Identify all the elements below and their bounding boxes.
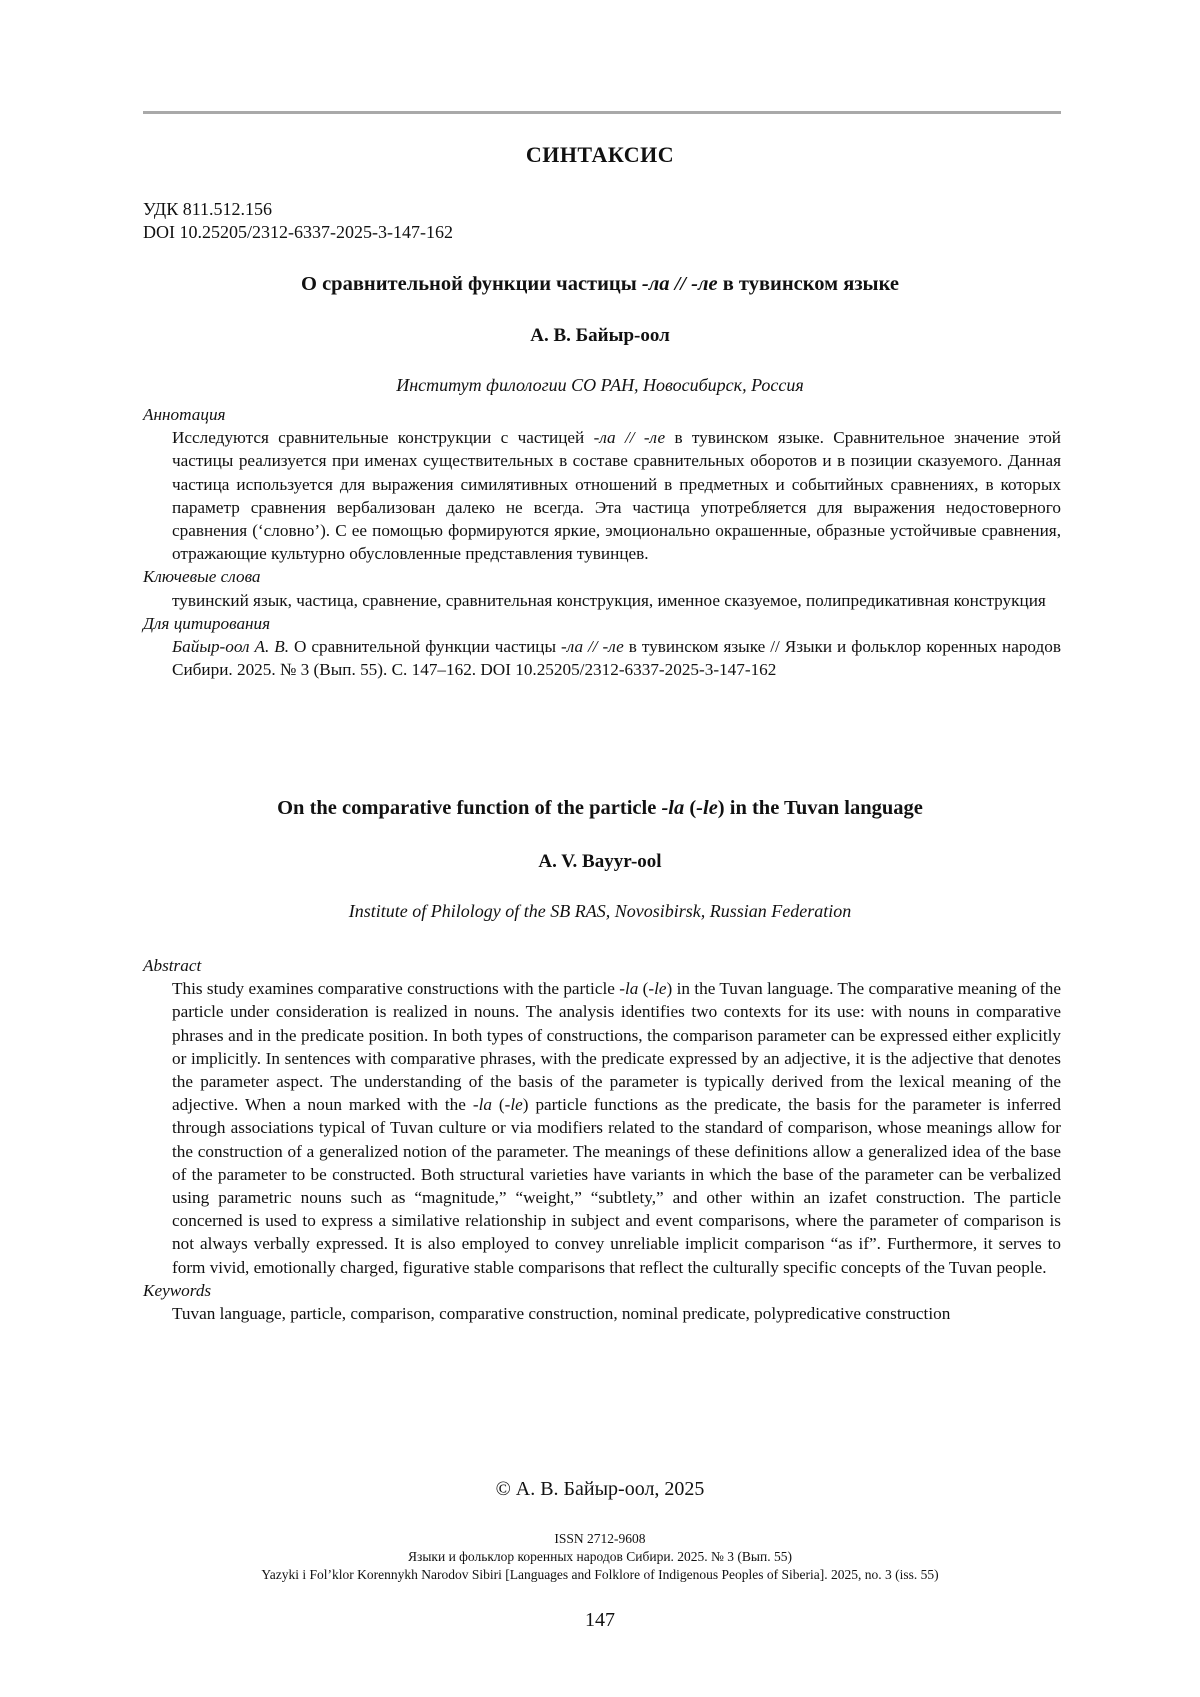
- article-title-ru: О сравнительной функции частицы -ла // -ле в тувинском языке: [301, 273, 899, 295]
- keywords-label-en: Keywords: [143, 1280, 212, 1300]
- institution-ru: Институт филологии СО РАН, Новосибирск, Россия: [396, 375, 804, 395]
- abstract-label-ru: Аннотация: [143, 405, 226, 424]
- author-ru: А. В. Байыр-оол: [530, 325, 670, 346]
- header-rule: [143, 111, 1061, 114]
- keywords-ru: тувинский язык, частица, сравнение, сравнительная конструкция, именное сказуемое, полипредикативная конструкция: [172, 590, 1046, 610]
- udk-code: УДК 811.512.156: [143, 199, 273, 219]
- doi: DOI 10.25205/2312-6337-2025-3-147-162: [143, 222, 453, 242]
- page-number: 147: [585, 1609, 615, 1631]
- particle: -ла // -ле: [641, 273, 718, 295]
- abstract-label-en: Abstract: [143, 956, 202, 975]
- abstract-text-ru: Исследуются сравнительные конструкции с частицей -ла // -ле в тувинском языке. Сравнительное значение этой частицы реализуется при именах существительных в составе сравнительных оборотов и в позиции сказуемого. Данная частица используется для выражения симилятивных отношений в предметных и событийных сравнениях, в которых параметр сравнения вербализован далеко не всегда. Эта частица употребляется для выражения недостоверного сравнения (‘словно’). С ее помощью формируются яркие, эмоционально окрашенные, образные устойчивые сравнения, отражающие культурно обусловленные представления тувинцев.: [172, 428, 1061, 564]
- copyright: © А. В. Байыр-оол, 2025: [495, 1478, 705, 1500]
- institution-en: Institute of Philology of the SB RAS, Novosibirsk, Russian Federation: [348, 901, 852, 921]
- abstract-text-en: This study examines comparative constructions with the particle -la (-le) in the Tuvan language. The comparative meaning of the particle under consideration is realized in nouns. The analysis identifies two contexts for its use: with nouns in comparative phrases and in the predicate position. In both types of constructions, the comparison parameter can be expressed either explicitly or implicitly. In sentences with comparative phrases, with the predicate expressed by an adjective, it is the adjective that denotes the parameter aspect. The understanding of the basis of the parameter is typically derived from the lexical meaning of the adjective. When a noun marked with the -la (-le) particle functions as the predicate, the basis for the parameter is inferred through associations typical of Tuvan culture or via modifiers related to the standard of comparison, whose meanings allow for the construction of a generalized notion of the parameter. The meanings of these definitions allow a generalized idea of the base of the parameter to be constructed. Both structural varieties have variants in which the base of the parameter can be verbalized using parametric nouns such as “magnitude,” “weight,” “subtlety,” and other within an izafet construction. The particle concerned is used to express a similative relationship in subject and event comparisons, where the parameter of comparison is not always verbally expressed. It is also employed to convey unreliable implicit comparison “as if”. Furthermore, it serves to form vivid, emotionally charged, figurative stable comparisons that reflect the culturally specific concepts of the Tuvan people.: [172, 979, 1061, 1277]
- keywords-en: Tuvan language, particle, comparison, comparative construction, nominal predicate, polypredicative construction: [172, 1304, 951, 1324]
- identifiers: [143, 198, 453, 244]
- citation-ru: Байыр-оол А. В. О сравнительной функции частицы -ла // -ле в тувинском языке // Языки и фольклор коренных народов Сибири. 2025. № 3 (Вып. 55). С. 147–162. DOI 10.25205/2312-6337-2025-3-147-162: [172, 637, 1061, 680]
- author-en: A. V. Bayyr-ool: [538, 851, 662, 872]
- keywords-label-ru: Ключевые слова: [143, 567, 261, 587]
- citation-label-ru: Для цитирования: [143, 613, 271, 633]
- section-heading: СИНТАКСИС: [525, 142, 675, 167]
- article-title-en: On the comparative function of the particle -la (-le) in the Tuvan language: [277, 797, 923, 819]
- journal-ru: Языки и фольклор коренных народов Сибири. 2025. № 3 (Вып. 55): [408, 1549, 792, 1564]
- journal-en: Yazyki i Fol’klor Korennykh Narodov Sibiri [Languages and Folklore of Indigenous Peoples of Siberia]. 2025, no. 3 (iss. 55): [261, 1567, 939, 1582]
- abstract-en: [143, 954, 1061, 1325]
- issn: ISSN 2712-9608: [554, 1531, 646, 1546]
- abstract-ru: [143, 403, 1061, 681]
- journal-footer: [0, 1530, 1200, 1584]
